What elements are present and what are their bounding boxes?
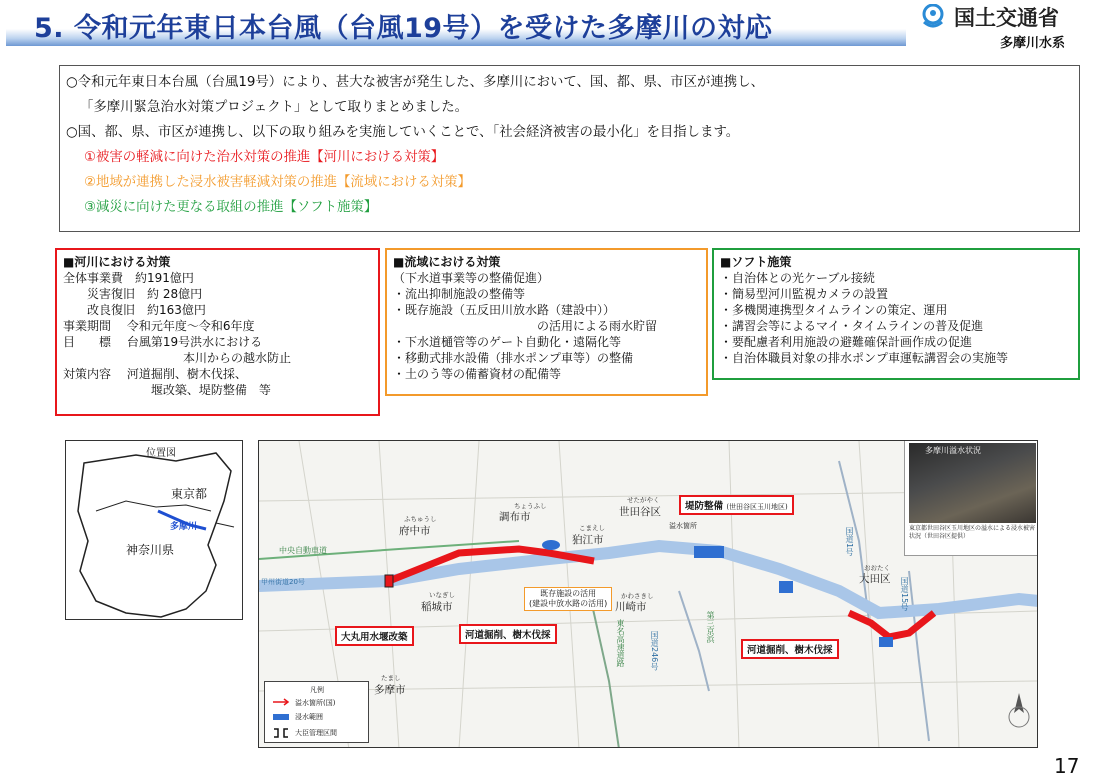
ministry-name: 国土交通省 (954, 6, 1059, 30)
list-item: ・流出抑制施設の整備等 (393, 287, 526, 301)
map-kana-setagaya: せたがやく (627, 496, 660, 504)
list-item: ・簡易型河川監視カメラの設置 (720, 287, 889, 301)
map-label-setagaya: 世田谷区 (619, 506, 661, 518)
flood-photo-title: 多摩川溢水状況 (925, 446, 981, 455)
list-item: ・土のう等の備蓄資材の配備等 (393, 367, 562, 381)
project-map (258, 440, 1038, 748)
legend-item-managed-section: 大臣管理区間 (295, 729, 337, 737)
river-measures-heading: ■河川における対策 (63, 255, 171, 269)
intro-line: ○国、都、県、市区が連携し、以下の取り組みを実施していくことで、「社会経済被害の最小化」を目指します。 (66, 125, 740, 140)
map-label-kokudo15: 国道15号 (900, 577, 909, 612)
map-kana-inagi: いなぎし (429, 591, 455, 599)
list-item: 全体事業費 約191億円 (63, 271, 194, 285)
legend-item-flood-point: 溢水箇所(国) (295, 699, 336, 707)
map-label-tama: 多摩市 (374, 684, 406, 696)
map-label-kawasaki: 川崎市 (615, 601, 647, 613)
map-label-daisan-keihin: 第三京浜 (706, 611, 715, 643)
location-map-outline (66, 441, 243, 620)
callout-existing-line1: 既存施設の活用 (540, 589, 597, 598)
list-item: ・下水道樋管等のゲート自動化・遠隔化等 (393, 335, 622, 349)
label-tokyo: 東京都 (171, 487, 208, 501)
legend-symbols (271, 697, 293, 741)
callout-levee-label: 堤防整備 (685, 501, 724, 512)
list-item: ・多機関連携型タイムラインの策定、運用 (720, 303, 948, 317)
map-label-chuo-expressway: 中央自動車道 (279, 546, 327, 555)
mlit-logo-icon (920, 4, 946, 28)
list-item: 災害復旧 約 28億円 (63, 287, 203, 301)
list-item: 対策内容 河道掘削、樹木伐採、 (63, 367, 247, 381)
flood-photo-caption: 東京都世田谷区玉川地区の溢水による浸水被害状況（世田谷区提供） (909, 525, 1036, 540)
list-item: ・移動式排水設備（排水ポンプ車等）の整備 (393, 351, 634, 365)
label-tamagawa: 多摩川 (170, 522, 198, 532)
map-kana-fuchu: ふちゅうし (404, 515, 437, 523)
intro-line: ○令和元年東日本台風（台風19号）により、甚大な被害が発生した、多摩川において、国、都、県、市区が連携し、 (66, 75, 764, 90)
legend-title: 凡例 (310, 686, 324, 694)
page-header (0, 0, 1117, 58)
location-map (65, 440, 243, 620)
map-label-inagi: 稲城市 (421, 601, 453, 613)
map-label-tomei: 東名高速道路 (616, 619, 625, 667)
legend-item-flood-area: 浸水範囲 (295, 713, 323, 721)
map-label-komae: 狛江市 (572, 534, 604, 546)
soft-measures-box (712, 248, 1080, 380)
list-item: ・講習会等によるマイ・タイムラインの普及促進 (720, 319, 984, 333)
list-item: ・既存施設（五反田川放水路（建設中）） (393, 303, 616, 317)
map-kana-tama: たまし (381, 674, 401, 682)
list-item: 目 標 台風第19号洪水における (63, 335, 263, 349)
callout-levee (679, 495, 794, 515)
map-label-kokudo1: 国道1号 (845, 527, 854, 557)
list-item: 堰改築、堤防整備 等 (63, 383, 271, 397)
page-number: 17 (1054, 754, 1080, 778)
map-label-kokudo246: 国道246号 (650, 631, 659, 671)
list-item: 事業期間 令和元年度～令和6年度 (63, 319, 255, 333)
intro-line: 「多摩川緊急治水対策プロジェクト」として取りまとめました。 (80, 100, 469, 115)
water-system-name: 多摩川水系 (1000, 36, 1066, 51)
map-label-flooding-point: 溢水箇所 (669, 522, 697, 530)
map-kana-ota: おおたく (864, 564, 890, 572)
list-item: ・自治体職員対象の排水ポンプ車運転講習会の実施等 (720, 351, 1009, 365)
map-label-chofu: 調布市 (499, 511, 531, 523)
flood-photo-panel (904, 441, 1038, 556)
map-label-ota: 大田区 (859, 573, 891, 585)
goal-soft-measures: ③減災に向けた更なる取組の推進【ソフト施策】 (84, 200, 378, 215)
intro-box (59, 65, 1080, 232)
list-item: ・自治体との光ケーブル接続 (720, 271, 875, 285)
map-legend (264, 681, 369, 743)
basin-measures-box (385, 248, 708, 396)
river-measures-box (55, 248, 380, 416)
goal-basin-measures: ②地域が連携した浸水被害軽減対策の推進【流域における対策】 (84, 175, 471, 190)
callout-existing-facility (524, 587, 612, 611)
label-kanagawa: 神奈川県 (126, 543, 175, 557)
north-arrow-icon (1004, 691, 1034, 731)
list-item: 本川からの越水防止 (63, 351, 292, 365)
ministry-block (918, 2, 1108, 52)
list-item: ・要配慮者利用施設の避難確保計画作成の促進 (720, 335, 973, 349)
basin-measures-heading: ■流域における対策 (393, 255, 501, 269)
list-item: の活用による雨水貯留 (393, 319, 658, 333)
map-kana-komae: こまえし (579, 524, 605, 532)
list-item: （下水道事業等の整備促進） (393, 271, 550, 285)
callout-dredge-downstream: 河道掘削、樹木伐採 (741, 639, 839, 659)
location-map-title: 位置図 (146, 448, 176, 459)
callout-weir: 大丸用水堰改築 (335, 626, 414, 646)
callout-existing-line2: (建設中放水路の活用) (529, 599, 608, 608)
goal-river-measures: ①被害の軽減に向けた治水対策の推進【河川における対策】 (84, 150, 445, 165)
callout-levee-note: (世田谷区玉川地区) (726, 503, 788, 511)
map-kana-chofu: ちょうふし (514, 502, 547, 510)
map-label-fuchu: 府中市 (399, 525, 431, 537)
page-title: 5. 令和元年東日本台風（台風19号）を受けた多摩川の対応 (34, 13, 773, 44)
callout-dredge-upstream: 河道掘削、樹木伐採 (459, 624, 557, 644)
map-label-koshu: 甲州街道20号 (261, 578, 305, 586)
list-item: 改良復旧 約163億円 (63, 303, 206, 317)
soft-measures-heading: ■ソフト施策 (720, 255, 792, 269)
map-kana-kawasaki: かわさきし (621, 592, 654, 600)
